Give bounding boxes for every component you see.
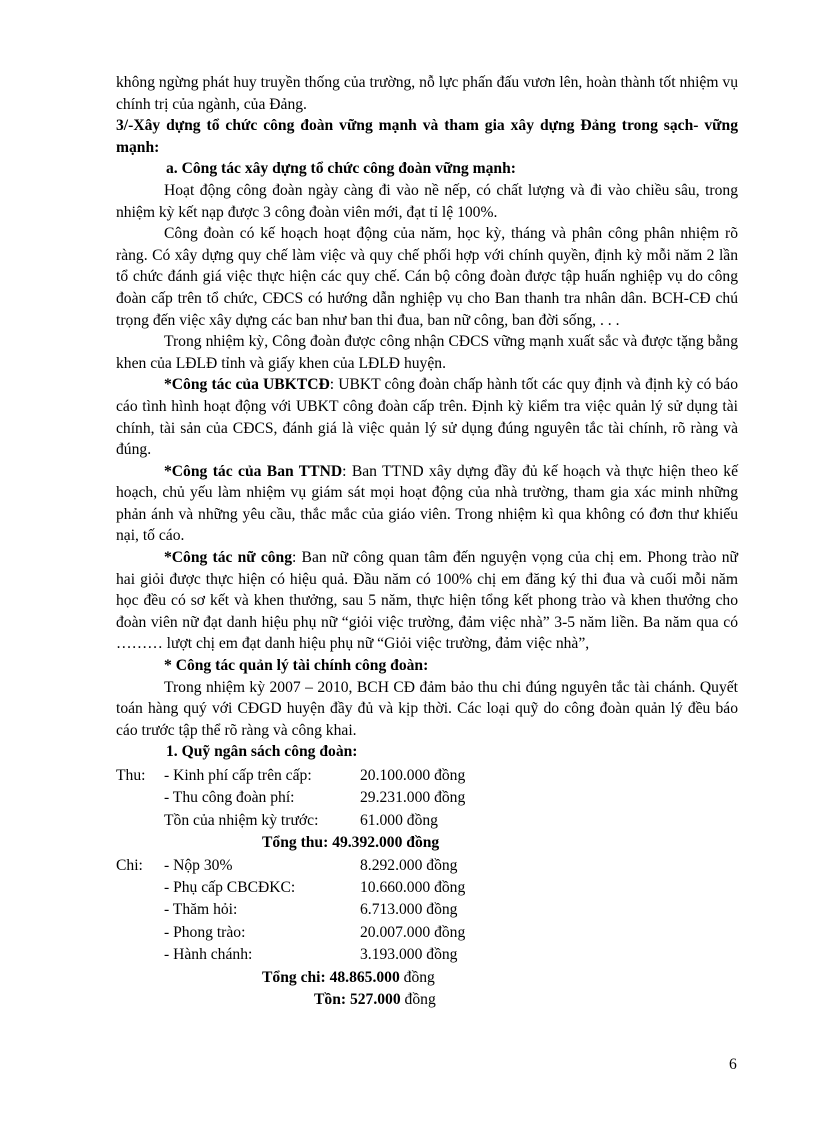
budget-item-amount: 20.007.000 đồng (360, 923, 466, 941)
budget-item-label: - Kinh phí cấp trên cấp: (164, 767, 312, 784)
budget-item-amount: 20.100.000 đồng (360, 767, 466, 784)
total-income: Tổng thu: 49.392.000 đồng (262, 834, 440, 852)
ubkt-body: : UBKT công đoàn chấp hành tốt các quy định và định kỳ có báo cáo tình hình hoạt động với UBKT công đoàn cấp trên. Định kỳ kiểm tra việc quản lý sử dụng tài chính, tài sản của CĐCS, đánh giá là việc quản lý sử dụng đúng nguyên tắc tài chính, rõ ràng và đúng. (116, 376, 738, 459)
budget-item-amount: 10.660.000 đồng (360, 878, 466, 896)
thu-label: Thu: (116, 767, 146, 784)
finance-heading: * Công tác quản lý tài chính công đoàn: (164, 657, 429, 675)
paragraph-ttnd (116, 461, 738, 547)
document-page (116, 72, 738, 1011)
balance-unit: đồng (400, 990, 436, 1008)
budget-item-label: - Thăm hỏi: (164, 901, 238, 919)
budget-row (116, 944, 738, 966)
budget-item-label: - Nộp 30% (164, 856, 233, 874)
subsection-heading-a: a. Công tác xây dựng tổ chức công đoàn vững mạnh: (166, 160, 516, 178)
ttnd-title: *Công tác của Ban TTND (164, 462, 343, 480)
budget-row (116, 810, 738, 832)
section-heading-3: 3/-Xây dựng tổ chức công đoàn vững mạnh và tham gia xây dựng Đảng trong sạch- vững mạnh: (116, 117, 738, 156)
budget-item-amount: 8.292.000 đồng (360, 856, 458, 874)
budget-total-row (116, 832, 738, 854)
budget-item-amount: 29.231.000 đồng (360, 789, 466, 807)
ubkt-title: *Công tác của UBKTCĐ (164, 376, 330, 394)
paragraph-ubkt (116, 374, 738, 460)
budget-heading: 1. Quỹ ngân sách công đoàn: (166, 743, 358, 761)
budget-table (116, 765, 738, 1011)
budget-total-row (116, 967, 738, 989)
paragraph-activity: Hoạt động công đoàn ngày càng đi vào nề nếp, có chất lượng và đi vào chiều sâu, trong nhiệm kỳ kết nạp được 3 công đoàn viên mới, đạt tỉ lệ 100%. (116, 181, 738, 221)
page-number: 6 (729, 1056, 737, 1073)
budget-balance-row (116, 989, 738, 1011)
total-expense: Tổng chi: 48.865.000 (262, 968, 400, 986)
paragraph-plan: Công đoàn có kế hoạch hoạt động của năm, học kỳ, tháng và phân công phân nhiệm rõ ràng. Có xây dựng quy chế làm việc và quy chế phối hợp với chính quyền, định kỳ mỗi năm 2 lần tổ chức đánh giá việc thực hiện các quy chế. Cán bộ công đoàn được tập huấn nghiệp vụ do công đoàn cấp trên tổ chức, CĐCS có hướng dẫn nghiệp vụ cho Ban thanh tra nhân dân. BCH-CĐ chú trọng đến việc xây dựng các ban như ban thi đua, ban nữ công, ban đời sống, . . . (116, 225, 738, 329)
budget-item-amount: 3.193.000 đồng (360, 946, 458, 964)
balance: Tồn: 527.000 (314, 990, 401, 1008)
budget-item-amount: 6.713.000 đồng (360, 901, 458, 919)
budget-row (116, 765, 738, 787)
nu-cong-title: *Công tác nữ công (164, 549, 293, 567)
nu-cong-body: : Ban nữ công quan tâm đến nguyện vọng của chị em. Phong trào nữ hai giỏi được thực hiện có hiệu quả. Đầu năm có 100% chị em đăng ký thi đua và cuối mỗi năm học đều có sơ kết và khen thưởng, sau 5 năm, thực hiện tổng kết phong trào và khen thưởng cho đoàn viên nữ đạt danh hiệu phụ nữ “giỏi việc trường, đảm việc nhà” 3-5 năm liền. Ba năm qua có ……… lượt chị em đạt danh hiệu phụ nữ “Giỏi việc trường, đảm việc nhà”, (116, 549, 738, 653)
paragraph-recognition: Trong nhiệm kỳ, Công đoàn được công nhận CĐCS vững mạnh xuất sắc và được tặng bằng khen của LĐLĐ tỉnh và giấy khen của LĐLĐ huyện. (116, 333, 738, 372)
budget-row (116, 787, 738, 809)
paragraph-finance: Trong nhiệm kỳ 2007 – 2010, BCH CĐ đảm bảo thu chi đúng nguyên tắc tài chánh. Quyết toán hàng quý với CĐGD huyện đầy đủ và kịp thời. Các loại quỹ do công đoàn quản lý đều báo cáo trước tập thể rõ ràng và công khai. (116, 678, 738, 739)
chi-label: Chi: (116, 856, 143, 874)
paragraph-nu-cong (116, 547, 738, 655)
budget-row (116, 877, 738, 899)
budget-row (116, 855, 738, 877)
budget-item-label: - Hành chánh: (164, 946, 253, 964)
total-expense-unit: đồng (399, 968, 435, 986)
ttnd-body: : Ban TTND xây dựng đầy đủ kế hoạch và thực hiện theo kế hoạch, chủ yếu làm nhiệm vụ giám sát mọi hoạt động của nhà trường, tham gia xác minh những phản ánh và những yêu cầu, thắc mắc của giáo viên. Trong nhiệm kì qua không có đơn thư khiếu nại, tố cáo. (116, 462, 738, 545)
budget-item-amount: 61.000 đồng (360, 811, 438, 829)
budget-row (116, 922, 738, 944)
budget-item-label: Tồn của nhiệm kỳ trước: (164, 811, 319, 829)
budget-item-label: - Phong trào: (164, 923, 246, 941)
budget-item-label: - Thu công đoàn phí: (164, 789, 295, 807)
paragraph-intro-continued: không ngừng phát huy truyền thống của trường, nỗ lực phấn đấu vươn lên, hoàn thành tốt nhiệm vụ chính trị của ngành, của Đảng. (116, 74, 738, 113)
budget-item-label: - Phụ cấp CBCĐKC: (164, 878, 296, 896)
budget-row (116, 899, 738, 921)
